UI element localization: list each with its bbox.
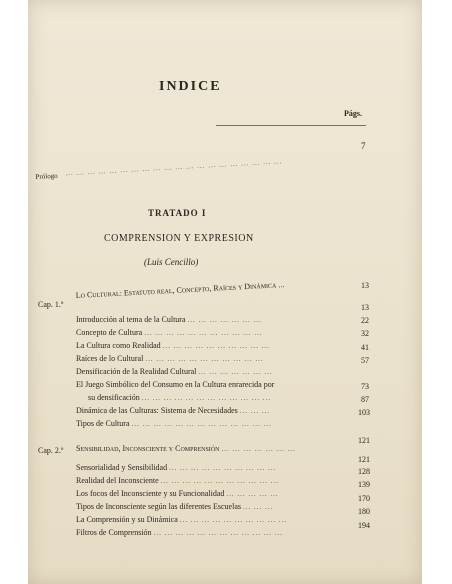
toc-entry-page: 87: [361, 395, 369, 404]
header-rule: [216, 125, 366, 126]
prologo-label: Prólogo: [35, 171, 58, 182]
toc-entry-page: 194: [358, 521, 370, 530]
toc-entry: El Juego Simbólico del Consumo en la Cultura enrarecida por: [76, 380, 275, 389]
toc-entry: Dinámica de las Culturas: Sistema de Necesidades ... ... ...: [76, 406, 270, 415]
toc-entry-page: 32: [361, 329, 369, 338]
chapter-1-number: Cap. 1.º: [38, 300, 64, 309]
toc-entry-page: 13: [361, 303, 369, 312]
toc-entry: Los focos del Inconsciente y su Funcionalidad ... ... ... ... ...: [76, 489, 279, 498]
toc-entry: Sensorialidad y Sensibilidad ... ... ... ... ... ... ... ... ... ...: [76, 463, 277, 472]
toc-entry-page: 180: [358, 507, 370, 516]
prologo-leader: ... ... ... ... ... ... ... ... ... ... ... ... ... ... ... ... ... ... ... ...: [65, 157, 283, 178]
treatise-author: (Luis Cencillo): [144, 257, 199, 267]
toc-entry-page: 41: [361, 343, 369, 352]
toc-entry-page: 139: [358, 480, 370, 489]
toc-entry: La Comprensión y su Dinámica ... ... ... ... ... ... ... ... ... ...: [76, 515, 288, 524]
chapter-1-title: Lo Cultural: Estatuto real, Concepto, Raíces y Dinámica ...: [75, 280, 285, 300]
toc-entry: Concepto de Cultura ... ... ... ... ... ... ... ... ... ... ...: [76, 328, 263, 337]
chapter-1-page: 13: [361, 281, 369, 290]
toc-entry-page: 103: [358, 408, 370, 417]
toc-entry-page: 57: [361, 356, 369, 365]
book-page: [28, 0, 422, 584]
toc-entry: Tipos de Inconsciente según las diferentes Escuelas ... ... ...: [76, 502, 274, 511]
toc-entry-page: 121: [358, 455, 370, 464]
toc-entry: Filtros de Comprensión ... ... ... ... ... ... ... ... ... ... ... ...: [76, 528, 283, 537]
treatise-label: TRATADO I: [148, 208, 207, 218]
index-title: INDICE: [159, 79, 222, 94]
toc-entry: Realidad del Inconsciente ... ... ... ... ... ... ... ... ... ... ...: [76, 476, 279, 485]
toc-entry: Introducción al tema de la Cultura ... ... ... ... ... ... ...: [76, 315, 262, 324]
treatise-title: COMPRENSION Y EXPRESION: [104, 233, 254, 244]
prologo-row: [34, 126, 376, 185]
chapter-2-title: Sensibilidad, Inconsciente y Comprensión ... ... ... ... ... ... ...: [76, 444, 296, 453]
toc-entry: Densificación de la Realidad Cultural ... ... ... ... ... ... ...: [76, 367, 273, 376]
chapter-2-number: Cap. 2.º: [38, 446, 64, 455]
toc-entry: Tipos de Cultura ... ... ... ... ... ... ... ... ... ... ... ... ...: [76, 419, 272, 428]
toc-entry-page: 73: [361, 382, 369, 391]
toc-entry: su densificación ... ... ... ... ... ... ... ... ... ... ... ...: [88, 393, 272, 402]
prologo-page: 7: [361, 141, 366, 151]
toc-entry-page: 128: [358, 467, 370, 476]
pages-column-label: Págs.: [344, 109, 362, 118]
toc-entry: La Cultura como Realidad ... ... ... ... ... ... ... ... ... ...: [76, 341, 270, 350]
toc-entry: Raíces de lo Cultural ... ... ... ... ... ... ... ... ... ... ...: [76, 354, 264, 363]
toc-entry-page: 22: [361, 316, 369, 325]
chapter-2-page: 121: [358, 436, 370, 445]
toc-entry-page: 170: [358, 494, 370, 503]
